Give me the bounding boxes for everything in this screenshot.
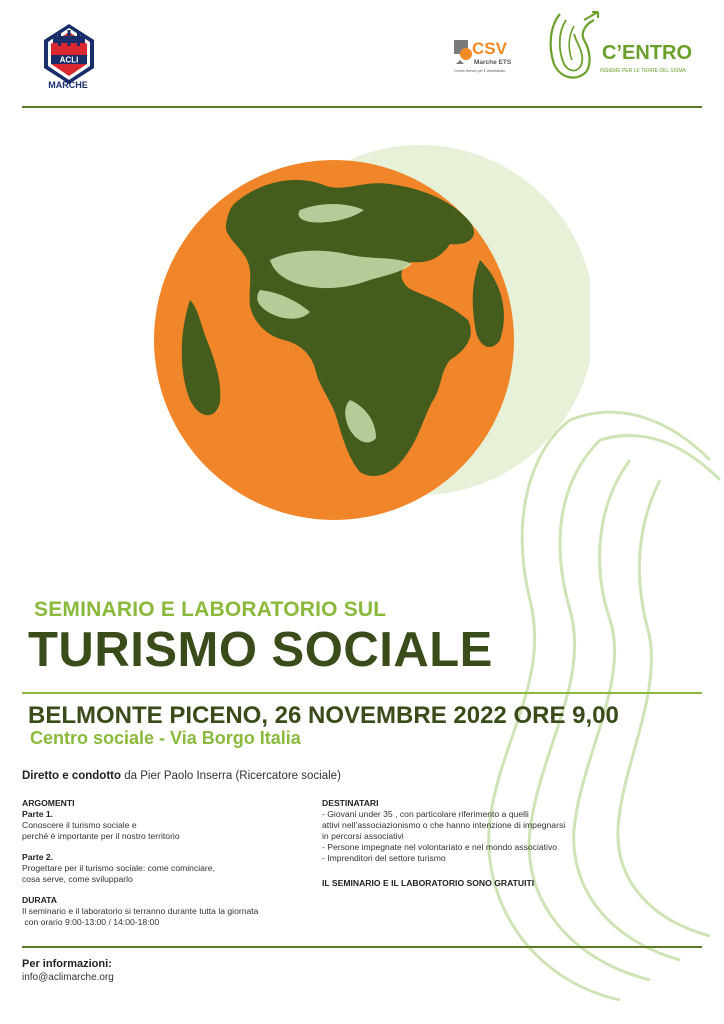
- destinatari-heading: DESTINATARI: [322, 798, 379, 808]
- argomenti-column: [22, 798, 312, 938]
- destinatari-column: [322, 798, 632, 889]
- csv-logo-sub1: Marche ETS: [474, 59, 512, 66]
- csv-logo-text: CSV: [472, 39, 507, 58]
- destinatari-line4: - Persone impegnate nel volontariato e nel mondo associativo: [322, 842, 558, 852]
- event-venue: Centro sociale - Via Borgo Italia: [30, 728, 301, 748]
- parte2-line2: cosa serve, come svilupparlo: [22, 874, 133, 884]
- centro-logo-title: C’ENTRO: [602, 42, 692, 64]
- top-divider: [22, 106, 702, 108]
- directed-label: Diretto e condotto: [22, 770, 122, 782]
- contact-email-link[interactable]: info@aclimarche.org: [22, 972, 114, 983]
- acli-subtitle: MARCHE: [48, 80, 88, 90]
- destinatari-line5: - Imprenditori del settore turismo: [322, 853, 446, 863]
- parte1-line1: Conoscere il turismo sociale e: [22, 820, 137, 830]
- free-notice: IL SEMINARIO E IL LABORATORIO SONO GRATUITI: [322, 878, 535, 888]
- csv-logo-sub2: Centro Servizi per il Volontariato: [454, 69, 506, 73]
- durata-line2: con orario 9:00-13:00 / 14:00-18:00: [22, 917, 160, 927]
- destinatari-line1: - Giovani under 35 , con particolare riferimento a quelli: [322, 809, 529, 819]
- event-subtitle: SEMINARIO E LABORATORIO SUL: [34, 598, 387, 621]
- centro-logo-subtitle: INSIEME PER LE TERRE DEL SISMA: [600, 68, 686, 74]
- event-title: TURISMO SOCIALE: [28, 623, 493, 677]
- durata-line1: Il seminario e il laboratorio si terranno durante tutta la giornata: [22, 906, 259, 916]
- parte1-line2: perché è importante per il nostro territorio: [22, 831, 180, 841]
- contact-label: Per informazioni:: [22, 958, 112, 970]
- directed-by: [22, 770, 341, 782]
- parte2-label: Parte 2.: [22, 852, 54, 862]
- csv-logo: [452, 36, 544, 78]
- globe-illustration: [150, 140, 590, 540]
- title-divider: [22, 692, 702, 694]
- argomenti-heading: ARGOMENTI: [22, 798, 75, 808]
- parte1-label: Parte 1.: [22, 809, 54, 819]
- parte2-line1: Progettare per il turismo sociale: come cominciare,: [22, 863, 215, 873]
- acli-logo-text: ACLI: [59, 55, 79, 65]
- event-place-date: BELMONTE PICENO, 26 NOVEMBRE 2022 ORE 9,00: [28, 702, 619, 729]
- destinatari-line3: in percorsi associativi: [322, 831, 404, 841]
- bottom-divider: [22, 946, 702, 948]
- durata-label: DURATA: [22, 895, 58, 905]
- destinatari-line2: attivi nell’associazionismo o che hanno intenzione di impegnarsi: [322, 820, 566, 830]
- directed-text: da Pier Paolo Inserra (Ricercatore sociale): [121, 770, 341, 782]
